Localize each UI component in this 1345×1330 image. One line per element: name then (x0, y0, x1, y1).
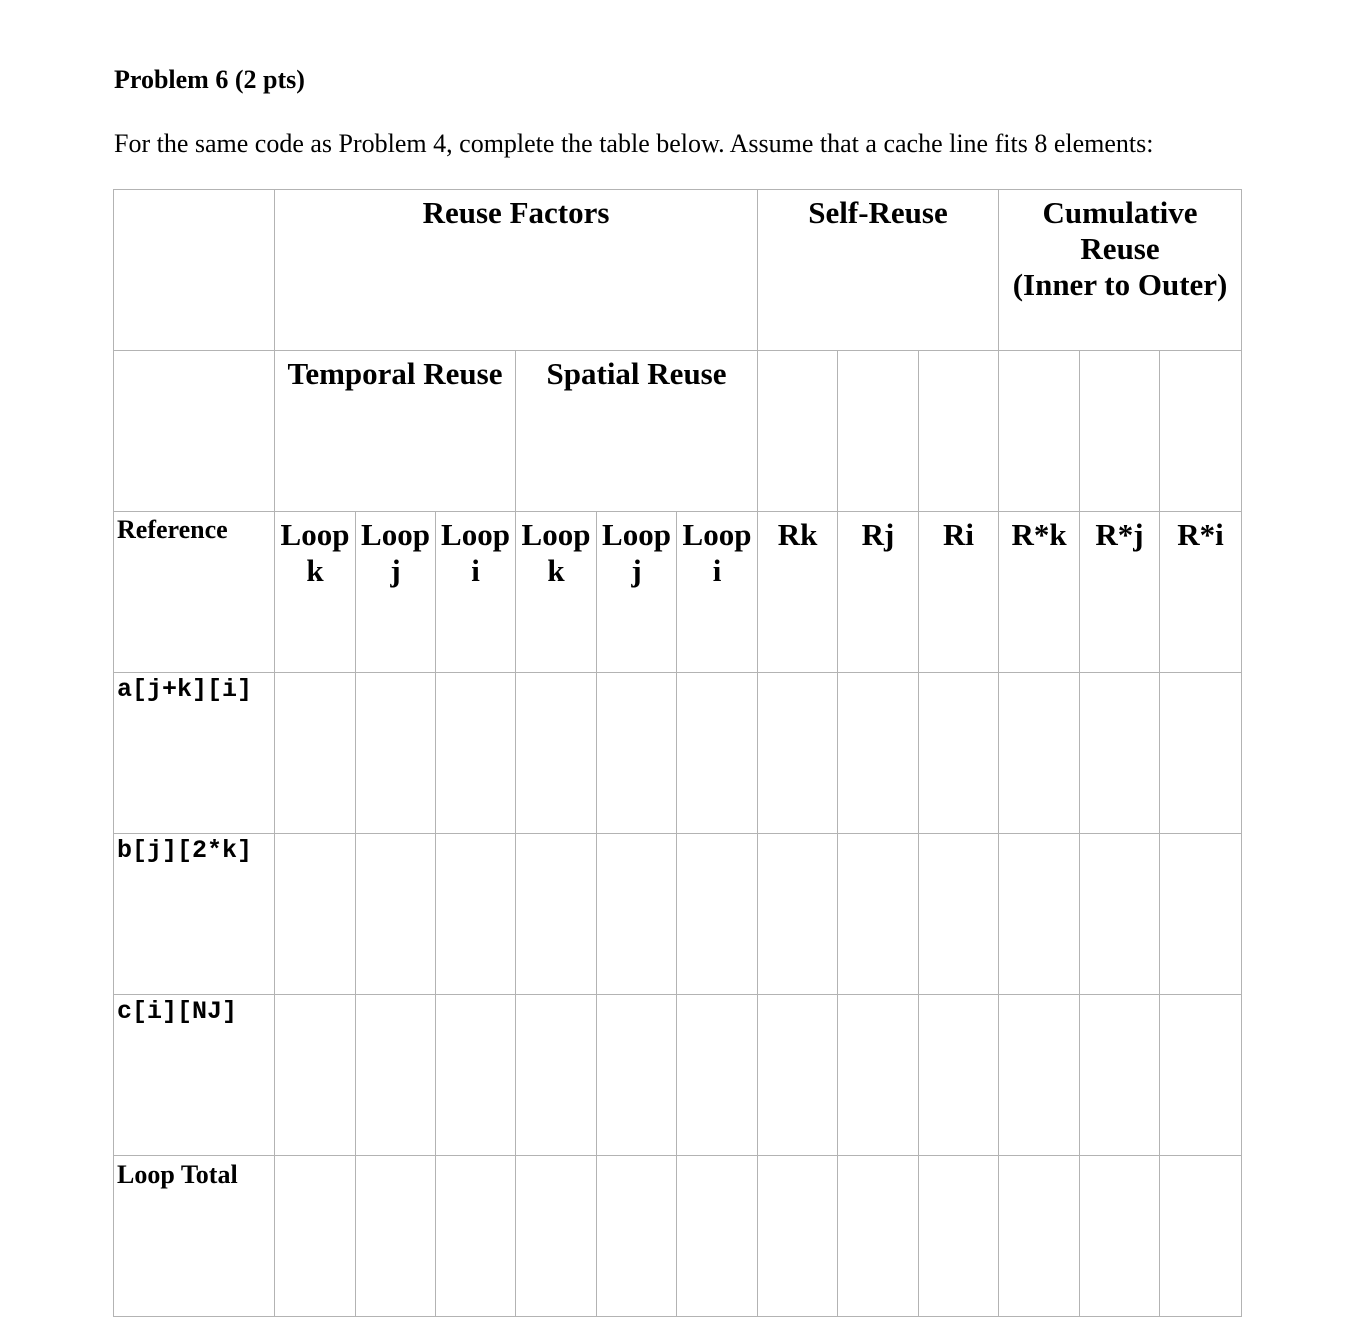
reuse-factors-header: Reuse Factors (275, 190, 758, 351)
problem-instructions: For the same code as Problem 4, complete the table below. Assume that a cache line fits 8 elements: (114, 129, 1154, 158)
answer-cell[interactable] (758, 834, 838, 995)
self-reuse-blank-k (758, 351, 838, 512)
loop-word: Loop (521, 517, 591, 552)
loop-var: i (712, 553, 722, 588)
group-header-row (114, 190, 1242, 351)
answer-cell[interactable] (919, 995, 999, 1156)
temporal-loop-i-header (436, 512, 516, 673)
column-header-row (114, 512, 1242, 673)
loop-word: Loop (682, 517, 752, 552)
cumulative-blank-k (999, 351, 1080, 512)
self-reuse-header: Self-Reuse (758, 190, 999, 351)
reference-c: c[i][NJ] (114, 995, 275, 1156)
loop-var: j (631, 553, 642, 588)
cumulative-rk-header: R*k (999, 512, 1080, 673)
answer-cell[interactable] (999, 1156, 1080, 1317)
temporal-reuse-header: Temporal Reuse (275, 351, 516, 512)
answer-cell[interactable] (1160, 1156, 1242, 1317)
problem-title: Problem 6 (2 pts) (114, 65, 305, 94)
spatial-loop-j-header (597, 512, 677, 673)
answer-cell[interactable] (597, 834, 677, 995)
sub-header-blank (114, 351, 275, 512)
reuse-table (113, 189, 1242, 1317)
answer-cell[interactable] (1080, 1156, 1160, 1317)
answer-cell[interactable] (516, 1156, 597, 1317)
answer-cell[interactable] (516, 995, 597, 1156)
temporal-loop-j-header (356, 512, 436, 673)
temporal-loop-k-header (275, 512, 356, 673)
answer-cell[interactable] (436, 995, 516, 1156)
answer-cell[interactable] (1080, 995, 1160, 1156)
answer-cell[interactable] (758, 995, 838, 1156)
self-reuse-blank-j (838, 351, 919, 512)
answer-cell[interactable] (1080, 673, 1160, 834)
answer-cell[interactable] (356, 995, 436, 1156)
answer-cell[interactable] (356, 1156, 436, 1317)
answer-cell[interactable] (919, 673, 999, 834)
reference-b: b[j][2*k] (114, 834, 275, 995)
answer-cell[interactable] (999, 673, 1080, 834)
reference-a: a[j+k][i] (114, 673, 275, 834)
answer-cell[interactable] (436, 1156, 516, 1317)
answer-cell[interactable] (516, 673, 597, 834)
spatial-reuse-header: Spatial Reuse (516, 351, 758, 512)
corner-cell (114, 190, 275, 351)
answer-cell[interactable] (919, 834, 999, 995)
answer-cell[interactable] (758, 673, 838, 834)
answer-cell[interactable] (275, 1156, 356, 1317)
answer-cell[interactable] (275, 673, 356, 834)
loop-word: Loop (441, 517, 510, 552)
answer-cell[interactable] (597, 995, 677, 1156)
self-reuse-rj-header: Rj (838, 512, 919, 673)
answer-cell[interactable] (677, 834, 758, 995)
cumulative-blank-j (1080, 351, 1160, 512)
answer-cell[interactable] (1080, 834, 1160, 995)
answer-cell[interactable] (999, 834, 1080, 995)
loop-word: Loop (602, 517, 671, 552)
answer-cell[interactable] (677, 995, 758, 1156)
answer-cell[interactable] (356, 834, 436, 995)
loop-total-label: Loop Total (114, 1156, 275, 1317)
loop-word: Loop (361, 517, 430, 552)
answer-cell[interactable] (677, 1156, 758, 1317)
cumulative-rj-header: R*j (1080, 512, 1160, 673)
answer-cell[interactable] (919, 1156, 999, 1317)
loop-var: j (390, 553, 401, 588)
cumulative-reuse-header (999, 190, 1242, 351)
answer-cell[interactable] (516, 834, 597, 995)
cumulative-reuse-line-3: (Inner to Outer) (1012, 267, 1228, 302)
answer-cell[interactable] (436, 834, 516, 995)
self-reuse-blank-i (919, 351, 999, 512)
answer-cell[interactable] (838, 1156, 919, 1317)
loop-var: k (306, 553, 324, 588)
cumulative-blank-i (1160, 351, 1242, 512)
self-reuse-ri-header: Ri (919, 512, 999, 673)
loop-var: k (547, 553, 565, 588)
answer-cell[interactable] (677, 673, 758, 834)
answer-cell[interactable] (436, 673, 516, 834)
answer-cell[interactable] (758, 1156, 838, 1317)
cumulative-reuse-line-1: Cumulative (1042, 195, 1198, 230)
table-row (114, 1156, 1242, 1317)
answer-cell[interactable] (838, 834, 919, 995)
sub-header-row (114, 351, 1242, 512)
self-reuse-rk-header: Rk (758, 512, 838, 673)
answer-cell[interactable] (838, 673, 919, 834)
answer-cell[interactable] (838, 995, 919, 1156)
cumulative-reuse-line-2: Reuse (1080, 231, 1160, 266)
answer-cell[interactable] (597, 673, 677, 834)
answer-cell[interactable] (999, 995, 1080, 1156)
answer-cell[interactable] (1160, 673, 1242, 834)
table-row (114, 995, 1242, 1156)
loop-word: Loop (280, 517, 350, 552)
loop-var: i (471, 553, 480, 588)
reference-header: Reference (114, 512, 275, 673)
answer-cell[interactable] (1160, 834, 1242, 995)
table-row (114, 834, 1242, 995)
answer-cell[interactable] (356, 673, 436, 834)
spatial-loop-k-header (516, 512, 597, 673)
spatial-loop-i-header (677, 512, 758, 673)
answer-cell[interactable] (275, 995, 356, 1156)
answer-cell[interactable] (597, 1156, 677, 1317)
cumulative-ri-header: R*i (1160, 512, 1242, 673)
answer-cell[interactable] (1160, 995, 1242, 1156)
table-row (114, 673, 1242, 834)
answer-cell[interactable] (275, 834, 356, 995)
